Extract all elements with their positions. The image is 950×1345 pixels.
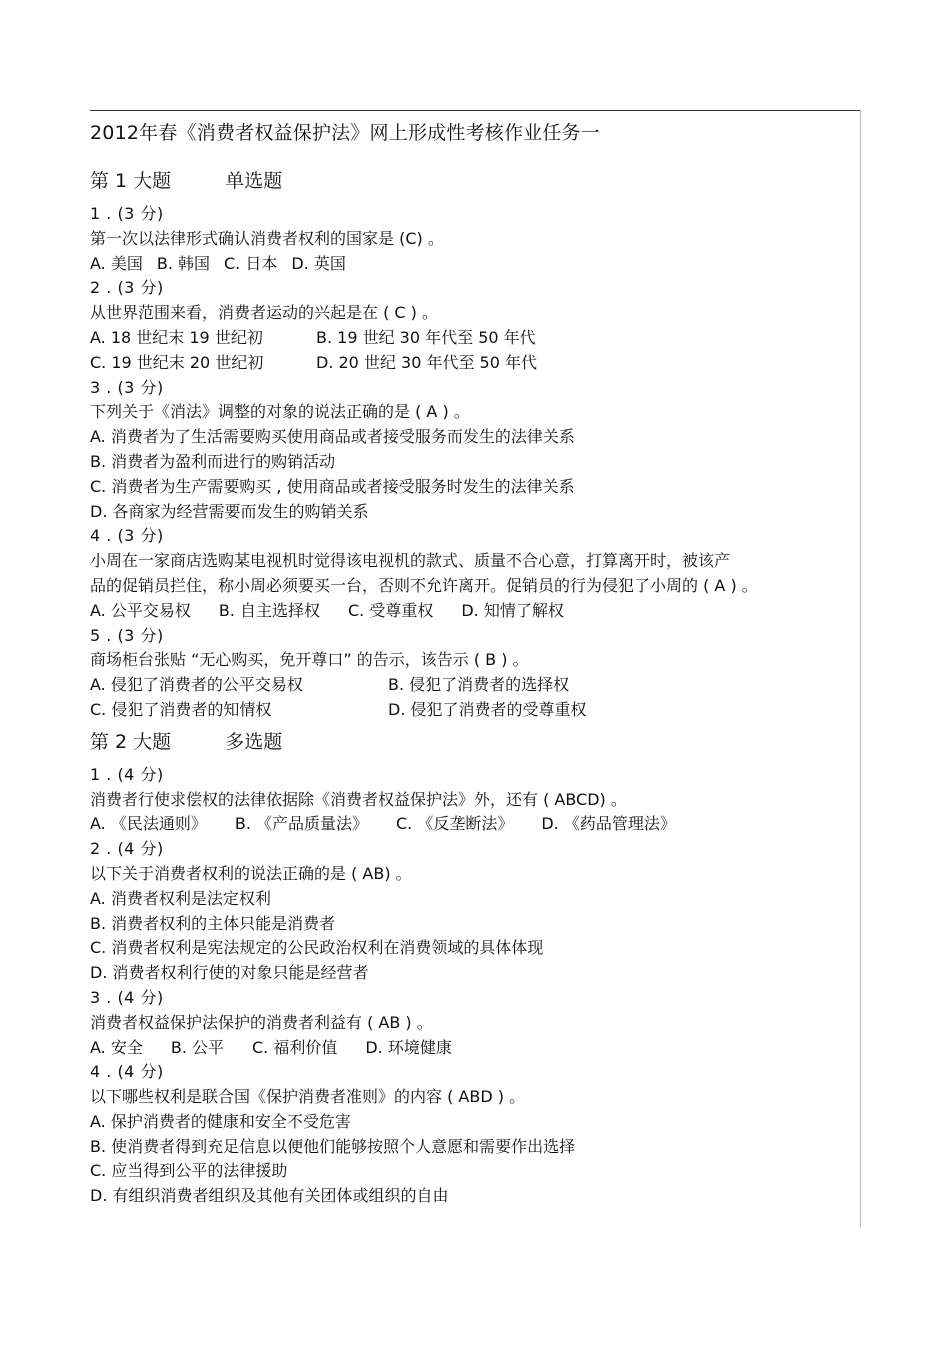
option-b: B. 韩国 xyxy=(156,253,210,273)
option-b: B. 《产品质量法》 xyxy=(234,814,368,834)
option-c: C. 消费者权利是宪法规定的公民政治权利在消费领域的具体体现 xyxy=(90,938,544,958)
option-row xyxy=(90,698,870,723)
question-2-2 xyxy=(90,837,870,986)
option-b: B. 消费者为盈利而进行的购销活动 xyxy=(90,451,336,471)
question-1-1 xyxy=(90,202,870,276)
question-stem: 消费者权益保护法保护的消费者利益有 ( AB ) 。 xyxy=(90,1012,433,1032)
option-a: A. 安全 xyxy=(90,1037,143,1057)
question-1-3 xyxy=(90,376,870,525)
option-d: D. 《药品管理法》 xyxy=(541,814,676,834)
option-c: C. 福利价值 xyxy=(252,1037,338,1057)
question-score: 4 . (3 分) xyxy=(90,526,164,546)
question-1-2 xyxy=(90,276,870,375)
option-d: D. 侵犯了消费者的受尊重权 xyxy=(388,699,587,719)
question-stem: 以下关于消费者权利的说法正确的是 ( AB) 。 xyxy=(90,863,412,883)
section-heading-2 xyxy=(90,727,870,757)
option-b: B. 公平 xyxy=(170,1037,224,1057)
option-a: A. 美国 xyxy=(90,253,143,273)
option-d: D. 环境健康 xyxy=(365,1037,452,1057)
option-c: C. 《反垄断法》 xyxy=(396,814,514,834)
question-score: 3 . (3 分) xyxy=(90,377,164,397)
question-2-4 xyxy=(90,1060,870,1209)
question-stem: 第一次以法律形式确认消费者权利的国家是 (C) 。 xyxy=(90,228,444,248)
option-c: C. 日本 xyxy=(224,253,278,273)
document-content xyxy=(90,118,870,1209)
option-a: A. 消费者权利是法定权利 xyxy=(90,888,271,908)
option-b: B. 使消费者得到充足信息以便他们能够按照个人意愿和需要作出选择 xyxy=(90,1136,576,1156)
question-1-4 xyxy=(90,524,870,623)
option-d: D. 有组织消费者组织及其他有关团体或组织的自由 xyxy=(90,1186,449,1206)
question-stem: 小周在一家商店选购某电视机时觉得该电视机的款式、质量不合心意，打算离开时，被该产 xyxy=(90,551,731,571)
option-a: A. 公平交易权 xyxy=(90,600,191,620)
option-a: A. 18 世纪末 19 世纪初 xyxy=(90,327,263,347)
section-number: 第 2 大题 xyxy=(90,730,172,753)
option-d: D. 各商家为经营需要而发生的购销关系 xyxy=(90,501,369,521)
section-type: 单选题 xyxy=(225,170,283,192)
option-d: D. 20 世纪 30 年代至 50 年代 xyxy=(316,352,538,372)
question-stem: 下列关于《消法》调整的对象的说法正确的是 ( A ) 。 xyxy=(90,402,470,422)
option-b: B. 消费者权利的主体只能是消费者 xyxy=(90,913,336,933)
option-a: A. 消费者为了生活需要购买使用商品或者接受服务而发生的法律关系 xyxy=(90,427,575,447)
question-2-3 xyxy=(90,986,870,1060)
section-heading-1 xyxy=(90,166,870,196)
question-score: 3 . (4 分) xyxy=(90,987,164,1007)
question-score: 4 . (4 分) xyxy=(90,1062,164,1082)
question-score: 2 . (3 分) xyxy=(90,278,164,298)
question-2-1 xyxy=(90,763,870,837)
question-stem: 商场柜台张贴 “无心购买，免开尊口” 的告示，该告示 ( B ) 。 xyxy=(90,650,529,670)
option-c: C. 侵犯了消费者的知情权 xyxy=(90,699,272,719)
option-b: B. 自主选择权 xyxy=(218,600,320,620)
option-a: A. 保护消费者的健康和安全不受危害 xyxy=(90,1111,351,1131)
option-row xyxy=(90,252,870,277)
question-score: 1 . (4 分) xyxy=(90,764,164,784)
question-stem: 以下哪些权利是联合国《保护消费者准则》的内容 ( ABD ) 。 xyxy=(90,1087,526,1107)
question-1-5 xyxy=(90,624,870,723)
question-score: 5 . (3 分) xyxy=(90,625,164,645)
option-a: A. 侵犯了消费者的公平交易权 xyxy=(90,675,303,695)
option-row xyxy=(90,326,870,351)
option-d: D. 英国 xyxy=(291,253,346,273)
option-c: C. 19 世纪末 20 世纪初 xyxy=(90,352,264,372)
question-score: 2 . (4 分) xyxy=(90,839,164,859)
section-number: 第 1 大题 xyxy=(90,170,172,192)
option-d: D. 消费者权利行使的对象只能是经营者 xyxy=(90,963,369,983)
option-row xyxy=(90,673,870,698)
option-row xyxy=(90,351,870,376)
option-c: C. 应当得到公平的法律援助 xyxy=(90,1161,288,1181)
option-d: D. 知情了解权 xyxy=(461,600,564,620)
option-row xyxy=(90,599,870,624)
option-row xyxy=(90,812,870,837)
question-stem-continued: 品的促销员拦住，称小周必须要买一台，否则不允许离开。促销员的行为侵犯了小周的 ( A ) 。 xyxy=(90,575,758,595)
question-score: 1 . (3 分) xyxy=(90,204,164,223)
option-b: B. 侵犯了消费者的选择权 xyxy=(388,675,570,695)
option-a: A. 《民法通则》 xyxy=(90,814,207,834)
section-type: 多选题 xyxy=(225,730,283,753)
option-c: C. 消费者为生产需要购买 , 使用商品或者接受服务时发生的法律关系 xyxy=(90,476,575,496)
question-stem: 消费者行使求偿权的法律依据除《消费者权益保护法》外，还有 ( ABCD) 。 xyxy=(90,789,627,809)
document-title: 2012年春《消费者权益保护法》网上形成性考核作业任务一 xyxy=(90,122,600,144)
option-c: C. 受尊重权 xyxy=(348,600,434,620)
option-b: B. 19 世纪 30 年代至 50 年代 xyxy=(316,327,536,347)
top-divider xyxy=(90,110,860,111)
question-stem: 从世界范围来看，消费者运动的兴起是在 ( C ) 。 xyxy=(90,303,439,323)
option-row xyxy=(90,1036,870,1061)
